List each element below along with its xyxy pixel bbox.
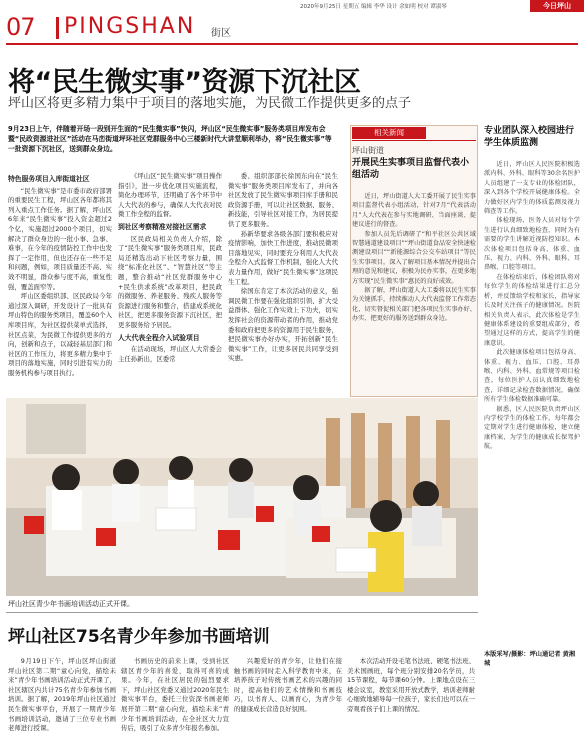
right-article-source: 本版采写/摄影：坪山通记者 黄湘城 [484,651,576,668]
article-paragraph: 区民政局相关负责人介绍，除了“民生微实事”服务类项目库，民政局还精选出动下社区考察力量，围绕“标准化社区”、“智慧社区”等主题，整合推动“社区党群服务中心+民生供求系统”改革项目，把民政的微服务、养老服务、残疾人服务等资源进行服务和整合，搭建成系统化社区，把更多服务资源下沉社区，把更多服务给予居民。 [118,234,222,329]
article-paragraph: 《坪山区“民生微实事”项目操作指引》，进一步优化项目实施流程，简化办理环节，还明确了各个环节中人大代表的参与，确保人大代表对民微工作全程的监督。 [118,172,222,219]
second-article-paragraph: 本次活动开设毛笔书法班、硬笔书法班、美术国画班，每个班分别安排20名学员，共15节课程，每节课60分钟。上课地点设在三楼会议室，教室采用开放式教学，培训老师耐心细致地辅导每一位孩子，家长们也可以在一旁观看孩子们上课的情况。 [347,657,475,713]
right-article-paragraph: 据悉，区人民医院负责坪山区内学校学生的体检工作，每年都会定期对学生进行健康体检，建立健康档案，为学生的健康成长保驾护航。 [484,405,580,451]
section-rule [6,612,478,613]
header-rule [6,43,578,45]
section-divider [56,17,59,39]
article-subheading: 人大代表全程介入试验项目 [118,333,200,342]
related-news-rule [352,140,476,141]
related-news-body [352,192,476,324]
article-column-2 [118,172,222,364]
article-paragraph: “民生微实事”是市委市政府部署的重要民生工程，坪山区各年都将其列入重点工作任务。据了解，坪山区6年来“民生微实事”投入资金超过2个亿，实施超过2000个项目，切实解决了群众身边的一批小事、急事、难事，在今年的疫情防控工作中也发挥了一定作用，但也还存在一些不足和问题，例如，项目质量还不高、实效不明显，群众参与度不高，重复性强，覆盖面窄等。 [8,186,112,291]
article-paragraph: 在活动现场，坪山区人大常委会主任孙新出，区委常 [118,345,222,363]
photo-caption: 坪山社区青少年书画培训活动正式开课。 [8,600,134,608]
main-subheadline: 坪山区将更多精力集中于项目的落地实施，为民微工作提供更多的点子 [8,96,412,111]
right-article-paragraph: 近日，坪山区人民医院积极选派内科、外科、眼科等30余名医护人员组建了一支专业的体检团队，深入到各个学校开展健康体检。全力做好区内学生的体质监测及视力筛查等工作。 [484,161,580,216]
second-article-column-3 [234,657,342,715]
article-paragraph: 徐国东肯定了本次活动的意义，强调民微工作要在强化组织引领、扩大受益群体、强化工作实效上下功夫，切实发挥社会的资源带动者的作用，推动党委和政府把更多的资源用于民生服务，把民微实事办好办实，开拓创新“民生微实事”工作，让更多居民共同享受到实惠。 [228,287,338,363]
second-article-column-1 [8,657,116,734]
second-article-paragraph: 兴趣爱好的青少年，让他们在接触书画的同时走入科学教育中来，在培养孩子对传统书画艺术的兴趣的同时，提高他们的艺术情操和书画技巧，以书育人、以画育心，为青少年的健康成长营造良好氛围。 [234,657,342,713]
calligraphy-class-photo [6,398,478,596]
right-article-paragraph: 在体检结束后，体检团队将对每位学生的体检结果进行汇总分析，并反馈给学校和家长，指导家长及时关注孩子的健康情况。医院相关负责人表示，此次体检是学生健康体系建设的重要组成部分，希望通过这样的方式，提高学生的健康意识。 [484,273,580,347]
related-news-paragraph: 据了解，坪山街道人大工委将以民生实事为关键抓手，持续推动人大代表监督工作常态化，切实督促相关部门把各项民生实事办好、办实、把更好的服务送到群众身边。 [352,287,476,323]
article-paragraph: 坪山区委组织部、区民政局今年通过深入调研，开发设计了一批具有坪山特色的服务类项目，覆盖60个入库项目库，为社区提供菜单式选择，社区点菜，为民微工作提供更多的方向，创新和点子，以减轻基层部门和社区的工作压力，将更多精力集中于项目的落地实施，同时引进有实力的服务机构参与项目执行。 [8,292,112,377]
newspaper-logo: 今日坪山 [530,0,584,12]
right-article-paragraph: 此次健康体检项目包括身高、体重、视力、血压、口腔、耳鼻喉、内科、外科、血常规等项目检查。每位医护人员认真细致地检查，详细记录检查数据情况，确保所有学生体检数据准确可靠。 [484,349,580,404]
article-paragraph: 孙新华要求各级各部门要积极应对疫情影响，加快工作进度，推动民微项目落地见实，同时要充分利用人大代表全程介入式监督工作机制，强化人大代表力量作用，做好“民生微实事”这项民生工程。 [228,229,338,286]
classroom-illustration [6,398,478,596]
section-name: PINGSHAN [64,14,196,39]
page-number: 07 [6,13,35,41]
article-column-3 [228,172,338,364]
related-news-tag: 相关新闻 [352,127,426,139]
article-paragraph: 委、组织部部长徐国东向在“民生微实事”服务类项目库发布了，并向各社区发放了民生微实事项目库手册和民政资源手册，可以让社区数据、服务、新技能，引导社区对接工作，为居民提供了更多服务。 [228,172,338,228]
right-article-body [484,160,580,452]
second-headline: 坪山社区75名青少年参加书画培训 [8,627,270,647]
right-article-paragraph: 体检现场，医务人员对每个学生进行认真细致地检查，同时为有需要的学生讲解近视防控知识。本次体检项目包括身高、体重、血压、视力、内科、外科、眼科、耳鼻喉、口腔等项目。 [484,217,580,272]
second-article-paragraph: 9月19日下午，坪山区坪山街道坪山社区第二期“童心向党，描绘未来”青少年书画培训活动正式开课了，社区辖区内共计75名青少年参加书画培训。据了解，2019年坪山社区通过民生微实事平台，开展了一期青少年书画培训活动，邀请了三位专业书画老师进行授课。 [8,657,116,733]
second-article-paragraph: 书画历史的前来上课，受到社区辖区青少年的喜爱，取得可喜的成果。今年，在社区居民的强烈要求下，坪山社区党委又通过2020年民生微实事平台，委托三位资深书画老师展开第二期“童心向党，描绘未来”青少年书画培训活动，在全社区大力宣传后，吸引了众多青少年报名参加。 [121,657,229,733]
related-news-title: 开展民生实事项目监督代表小组活动 [352,158,470,180]
second-article-column-4 [347,657,475,715]
related-news-place: 坪山街道 [352,146,384,155]
right-article-title: 专业团队深入校园进行学生体质监测 [484,126,575,148]
main-headline: 将“民生微实事”资源下沉社区 [8,67,361,98]
article-lead: 9月23日上午，伴随着开场一段别开生面的“民生微实事”快闪，坪山区“民生微实事”服务类项目库发布会暨“民政资源进社区”活动在马峦街道坪环社区党群服务中心三楼新时代大讲堂顺利举办，将“民生微实事”等一批资源下沉社区，送到群众身边。 [8,125,332,153]
article-column-1 [8,172,112,378]
section-subtitle: 街区 [211,28,231,39]
article-subheading: 特色服务项目入库街道社区 [8,175,90,183]
masthead-meta: 2020年9月25日 星期五 编辑 李华 设计 余如明 校对 谭淑琴 [300,4,447,10]
second-article-column-2 [121,657,229,734]
related-news-paragraph: 近日，坪山街道人大工委开展了民生实事项目监督代表小组活动，针对7月“代表活动月”人大代表在参与实地调研、当面座谈、提建议进行的督查。 [352,193,476,229]
related-news-paragraph: 参加人员先后调研了“和平社区公共区域智慧通道建设项目”“坪山街道食品安全快速检测建设项目”“新能源综合公交车站项目”等民生实事项目，深入了解项目基本情况并提出合理的意见和建议，积极为民办实事，在更多地方实现“民生微实事”惠民的良好成效。 [352,230,476,285]
article-subheading: 到社区考察精准对接社区需求 [118,222,207,231]
